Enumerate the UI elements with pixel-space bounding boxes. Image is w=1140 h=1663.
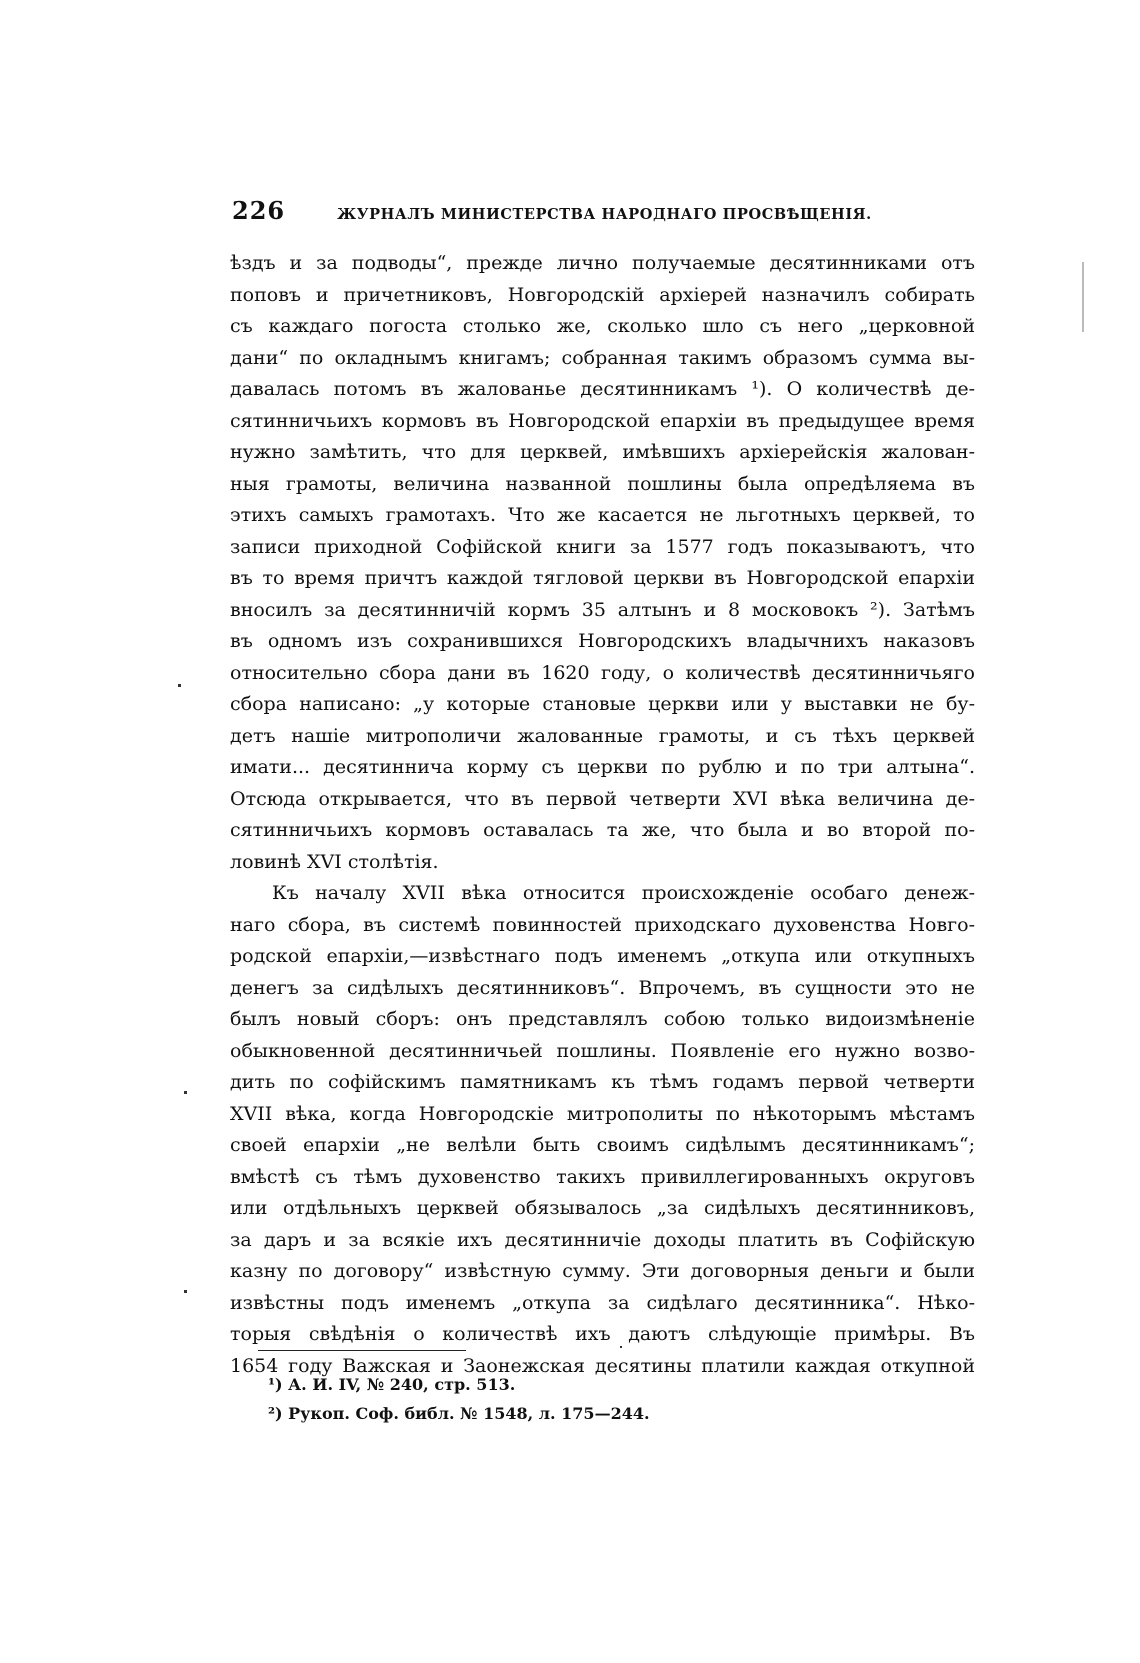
text-line: сятинничьихъ кормовъ въ Новгородской епархіи въ предыдущее время xyxy=(230,409,975,432)
text-line: относительно сбора дани въ 1620 году, о количествѣ десятинничьяго xyxy=(230,661,975,684)
text-line: ныя грамоты, величина названной пошлины была опредѣляема въ xyxy=(230,472,975,495)
margin-speck xyxy=(184,1091,187,1094)
text-line: нужно замѣтить, что для церквей, имѣвшихъ архіерейскія жалован- xyxy=(230,441,975,463)
footnote: ¹) А. И. IV, № 240, стр. 513. xyxy=(268,1375,516,1394)
footnote-divider xyxy=(258,1350,466,1351)
text-line: вмѣстѣ съ тѣмъ духовенство такихъ привиллегированныхъ округовъ xyxy=(230,1165,975,1188)
text-line: своей епархіи „не велѣли быть своимъ сидѣлымъ десятинникамъ“; xyxy=(230,1134,975,1156)
margin-speck xyxy=(184,1290,187,1293)
text-line: дани“ по окладнымъ книгамъ; собранная такимъ образомъ сумма вы- xyxy=(230,346,975,369)
text-line: записи приходной Софійской книги за 1577 годъ показываютъ, что xyxy=(230,535,975,558)
text-line: ловинѣ XVI столѣтія. xyxy=(230,850,439,873)
text-line: дить по софійскимъ памятникамъ къ тѣмъ годамъ первой четверти xyxy=(230,1071,975,1093)
text-line: Къ началу XVII вѣка относится происхожденіе особаго денеж- xyxy=(272,882,975,904)
text-line: въ то время причтъ каждой тягловой церкви въ Новгородской епархіи xyxy=(230,567,975,589)
text-line: наго сбора, въ системѣ повинностей приходскаго духовенства Новго- xyxy=(230,913,975,936)
text-line: вносилъ за десятинничій кормъ 35 алтынъ и 8 московокъ ²). Затѣмъ xyxy=(230,598,975,621)
text-line: 1654 году Важская и Заонежская десятины платили каждая откупной xyxy=(230,1354,975,1377)
text-line: этихъ самыхъ грамотахъ. Что же касается не льготныхъ церквей, то xyxy=(230,504,975,526)
page-number: 226 xyxy=(232,196,286,225)
text-line: былъ новый сборъ: онъ представлялъ собою только видоизмѣненіе xyxy=(230,1008,975,1030)
text-line: или отдѣльныхъ церквей обязывалось „за сидѣлыхъ десятинниковъ, xyxy=(230,1197,975,1219)
footnote: ²) Рукоп. Соф. библ. № 1548, л. 175—244. xyxy=(268,1404,650,1423)
text-line: поповъ и причетниковъ, Новгородскій архіерей назначилъ собирать xyxy=(230,283,975,306)
text-line: въ одномъ изъ сохранившихся Новгородскихъ владычнихъ наказовъ xyxy=(230,630,975,652)
text-line: имати... десятиннича корму съ церкви по рублю и по три алтына“. xyxy=(230,756,975,778)
running-head xyxy=(232,196,972,228)
text-line: за даръ и за всякіе ихъ десятинничіе доходы платить въ Софійскую xyxy=(230,1228,975,1251)
text-line: ѣздъ и за подводы“, прежде лично получаемые десятинниками отъ xyxy=(230,252,975,274)
text-line: Отсюда открывается, что въ первой четверти XVI вѣка величина де- xyxy=(230,787,975,810)
body-text xyxy=(230,248,975,1382)
text-line: денегъ за сидѣлыхъ десятинниковъ“. Впрочемъ, въ сущности это не xyxy=(230,976,975,999)
margin-speck xyxy=(1082,262,1084,332)
margin-speck xyxy=(178,684,181,687)
text-line: извѣстны подъ именемъ „откупа за сидѣлаго десятинника“. Нѣко- xyxy=(230,1291,975,1314)
text-line: сбора написано: „у которые становые церкви или у выставки не бу- xyxy=(230,693,975,715)
text-line: казну по договору“ извѣстную сумму. Эти договорныя деньги и были xyxy=(230,1260,975,1282)
text-line: торыя свѣдѣнія о количествѣ ихъ даютъ слѣдующіе примѣры. Въ xyxy=(230,1323,975,1345)
text-line: XVII вѣка, когда Новгородскіе митрополиты по нѣкоторымъ мѣстамъ xyxy=(230,1102,975,1125)
text-line: давалась потомъ въ жалованье десятинникамъ ¹). О количествѣ де- xyxy=(230,378,975,400)
margin-speck xyxy=(620,1346,622,1348)
text-line: родской епархіи,—извѣстнаго подъ именемъ „откупа или откупныхъ xyxy=(230,945,975,967)
text-line: обыкновенной десятинничьей пошлины. Появленіе его нужно возво- xyxy=(230,1039,975,1062)
journal-title: ЖУРНАЛЪ МИНИСТЕРСТВА НАРОДНАГО ПРОСВѢЩЕНІЯ. xyxy=(337,206,872,223)
text-line: съ каждаго погоста столько же, сколько шло съ него „церковной xyxy=(230,315,975,337)
text-line: сятинничьихъ кормовъ оставалась та же, что была и во второй по- xyxy=(230,819,975,841)
footnotes xyxy=(268,1370,888,1428)
text-line: детъ нашіе митрополичи жалованные грамоты, и съ тѣхъ церквей xyxy=(230,724,975,747)
